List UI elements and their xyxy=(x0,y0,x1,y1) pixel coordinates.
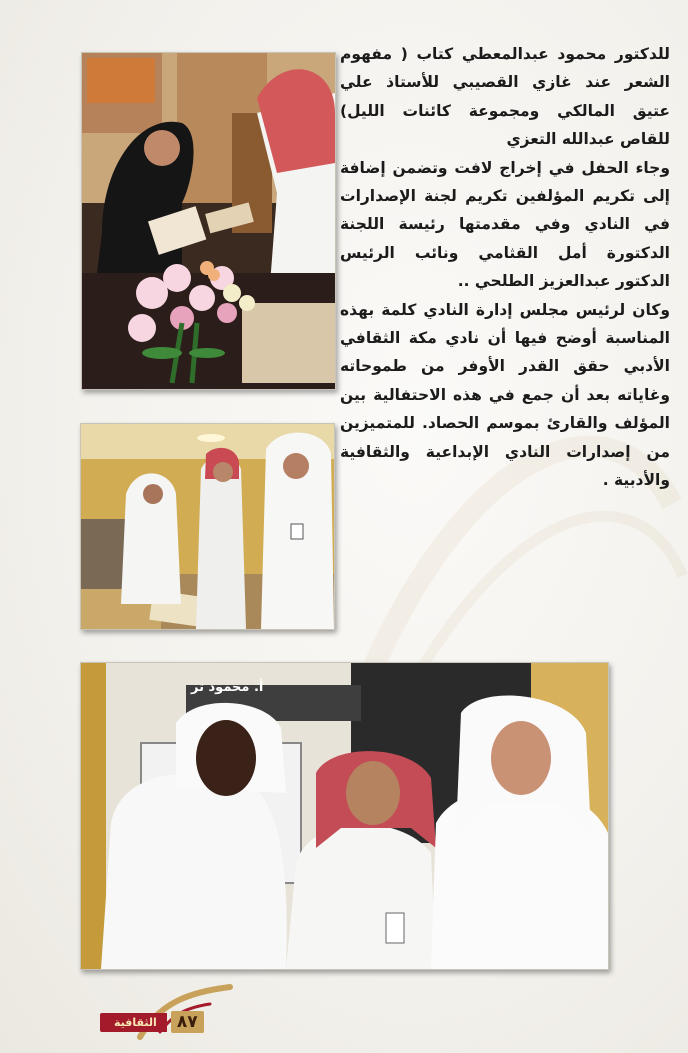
photo-men-in-hall xyxy=(80,423,335,630)
article-text xyxy=(340,40,670,495)
article-paragraph-2: وجاء الحفل في إخراج لافت وتضمن إضافة إلى تكريم المؤلفين تكريم لجنة الإصدارات في النادي وفي مقدمتها رئيسة اللجنة الدكتورة أمل القثامي ونائب الرئيس الدكتور عبدالعزيز الطلحي .. xyxy=(340,158,670,291)
article-paragraph-1: للدكتور محمود عبدالمعطي كتاب ( مفهوم الشعر عند غازي القصيبي للأستاذ علي عتيق المالكي ومجموعة كائنات الليل) للقاص عبدالله التعزي xyxy=(340,45,670,149)
page-number: ٨٧ xyxy=(171,1011,204,1033)
article-paragraph-3: وكان لرئيس مجلس إدارة النادي كلمة بهذه المناسبة أوضح فيها أن نادي مكة الثقافي الأدبي حقق القدر الأوفر من طموحاته وغاياته بعد أن جمع في هذه الاحتفالية بين المؤلف والقارئ بموسم الحصاد. للمتميزين من إصدارات النادي الإبداعية والثقافية والأدبية . xyxy=(340,300,670,490)
photo-sign-text: أ. محمود تر xyxy=(191,680,264,695)
photo-three-men xyxy=(80,662,609,970)
page-folio xyxy=(100,1010,204,1034)
photo-book-display xyxy=(81,52,336,390)
magazine-label: الثقافية xyxy=(100,1013,167,1032)
